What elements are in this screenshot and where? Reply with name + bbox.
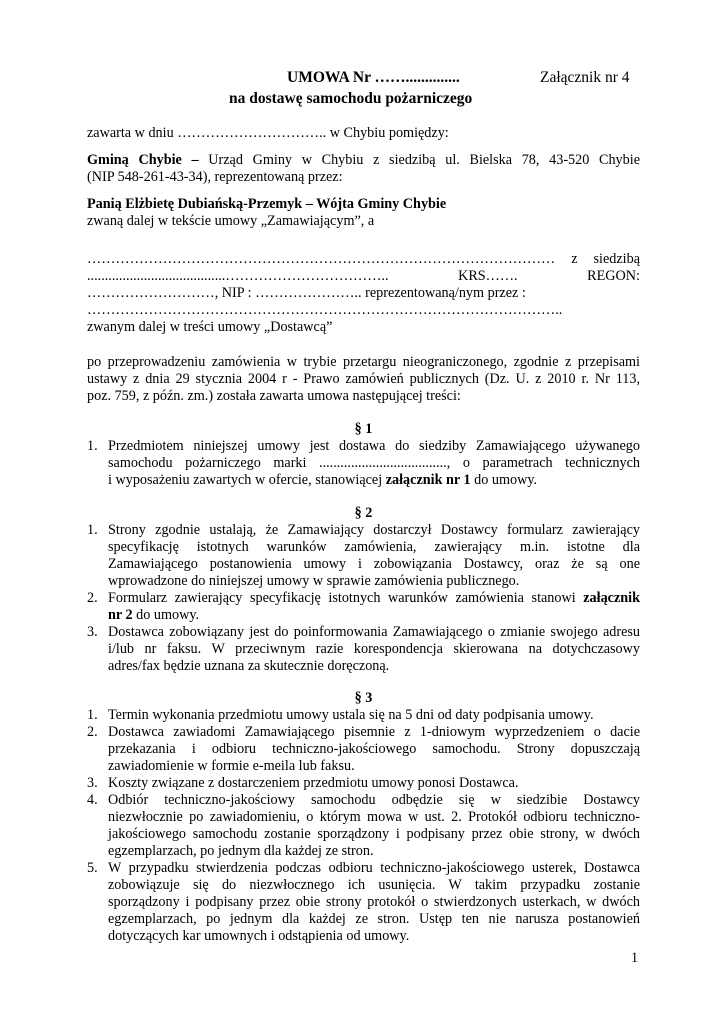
attachment-label: Załącznik nr 4 xyxy=(540,69,630,86)
s3-p4-line4: egzemplarzach, po jednym dla każdej ze stron. xyxy=(108,843,374,859)
contract-subtitle: na dostawę samochodu pożarniczego xyxy=(229,90,473,107)
party1-line1 xyxy=(87,152,640,169)
page-number: 1 xyxy=(631,950,639,966)
attachment-2-number: nr 2 xyxy=(108,607,133,623)
blank-line-4: ……………………………………………………………………………………….. xyxy=(87,302,563,318)
concluded-line: zawarta w dniu ………………………….. w Chybiu pomiędzy: xyxy=(87,125,449,141)
s2-p3-line1: Dostawca zobowiązany jest do poinformowania Zamawiającego o zmianie swojego adresu xyxy=(108,624,640,640)
s2-p1-line3: Zamawiającego postanowienia umowy i zobowiązania Dostawcy, oraz że są one xyxy=(108,556,640,572)
s3-p5-line3: sporządzony i podpisany przez obie strony protokół o stwierdzonych usterkach, w dwóch xyxy=(108,894,640,910)
s1-p1-number: 1. xyxy=(87,438,98,454)
preamble-line-3: poz. 759, z późn. zm.) została zawarta umowa następującej treści: xyxy=(87,388,461,404)
s3-p2-line3: zawiadomienie w formie e-meila lub faksu. xyxy=(108,758,355,774)
s3-p4-number: 4. xyxy=(87,792,98,808)
attachment-2-ref: załącznik xyxy=(583,590,640,606)
section-1-heading: § 1 xyxy=(354,421,373,437)
s2-p3-line2: i/lub nr faksu. W przeciwnym razie korespondencja skierowana na dotychczasowy xyxy=(108,641,640,657)
s2-p1-line4: wprowadzone do niniejszej umowy w sprawie zamówienia publicznego. xyxy=(108,573,520,589)
representative-called: zwaną dalej w tekście umowy „Zamawiającym”, a xyxy=(87,213,375,229)
s2-p2-line1 xyxy=(108,590,640,607)
s1-p1-line1: Przedmiotem niniejszej umowy jest dostawa do siedziby Zamawiającego używanego xyxy=(108,438,640,454)
s3-p5-line2: zobowiązuje się do niezwłocznego ich usunięcia. W takim przypadku zostanie xyxy=(108,877,640,893)
s3-p5-line4: egzemplarzach, po jednym dla każdej ze stron. Ustęp ten nie narusza postanowień xyxy=(108,911,640,927)
s3-p2-line1: Dostawca zawiadomi Zamawiającego pisemnie z 1-dniowym wyprzedzeniem o dacie xyxy=(108,724,640,740)
s3-p1-number: 1. xyxy=(87,707,98,723)
s2-p1-line2: specyfikację istotnych warunków zamówienia, zawierający m.in. istotne dla xyxy=(108,539,640,555)
preamble-line-1: po przeprowadzeniu zamówienia w trybie przetargu nieograniczonego, zgodnie z przepisami xyxy=(87,354,640,370)
party1-line2: (NIP 548-261-43-34), reprezentowaną przez: xyxy=(87,169,343,185)
s3-p2-number: 2. xyxy=(87,724,98,740)
s1-p1-line2: samochodu pożarniczego marki ...................................., o parametrach technicznych xyxy=(108,455,640,471)
s2-p1-line1: Strony zgodnie ustalają, że Zamawiający dostarczył Dostawcy formularz zawierający xyxy=(108,522,640,538)
s2-p3-number: 3. xyxy=(87,624,98,640)
s3-p4-line2: niezwłocznie po zawiadomieniu, o którym mowa w ust. 2. Protokół odbioru techniczno- xyxy=(108,809,640,825)
party1-text: Urząd Gminy w Chybiu z siedzibą ul. Bielska 78, 43-520 Chybie xyxy=(198,152,640,168)
s1-p1-line3-end: do umowy. xyxy=(470,472,538,488)
s3-p1-line1: Termin wykonania przedmiotu umowy ustala się na 5 dni od daty podpisania umowy. xyxy=(108,707,594,723)
s3-p5-line5: dotyczących kar umownych i odstąpienia od umowy. xyxy=(108,928,410,944)
attachment-1-ref: załącznik nr 1 xyxy=(385,472,471,488)
s3-p4-line3: jakościowego samochodu zostanie sporządzony i podpisany przez obie strony, w dwóch xyxy=(108,826,640,842)
s1-p1-line3 xyxy=(108,472,640,489)
s2-p2-line2 xyxy=(108,607,640,624)
representative: Panią Elżbietę Dubiańską-Przemyk – Wójta Gminy Chybie xyxy=(87,196,447,212)
party1-name: Gminą Chybie – xyxy=(87,152,199,168)
s3-p5-number: 5. xyxy=(87,860,98,876)
section-3-heading: § 3 xyxy=(354,690,373,706)
section-2-heading: § 2 xyxy=(354,505,373,521)
s2-p1-number: 1. xyxy=(87,522,98,538)
s1-p1-line3-text: i wyposażeniu zawartych w ofercie, stanowiącej xyxy=(108,472,386,488)
blank-line-3: ………………………, NIP : ………………….. reprezentowaną/nym przez : xyxy=(87,285,526,301)
s3-p4-line1: Odbiór techniczno-jakościowy samochodu odbędzie się w siedzibie Dostawcy xyxy=(108,792,640,808)
s2-p2-number: 2. xyxy=(87,590,98,606)
blank-line-1: ……………………………………………………………………………………… z siedzibą xyxy=(87,251,640,267)
s2-p3-line3: adres/fax będzie uznana za skutecznie doręczoną. xyxy=(108,658,390,674)
s3-p3-number: 3. xyxy=(87,775,98,791)
contractor-called: zwanym dalej w treści umowy „Dostawcą” xyxy=(87,319,333,335)
blank-line-2: .......................................…………………………….. KRS……. REGON: xyxy=(87,268,640,284)
s3-p5-line1: W przypadku stwierdzenia podczas odbioru techniczno-jakościowego usterek, Dostawca xyxy=(108,860,640,876)
s3-p2-line2: przekazania i odbioru techniczno-jakościowego samochodu. Strony dopuszczają xyxy=(108,741,640,757)
s2-p2-line1-text: Formularz zawierający specyfikację istotnych warunków zamówienia stanowi xyxy=(108,590,584,606)
s3-p3-line1: Koszty związane z dostarczeniem przedmiotu umowy ponosi Dostawca. xyxy=(108,775,519,791)
s2-p2-line2-text: do umowy. xyxy=(132,607,200,623)
preamble-line-2: ustawy z dnia 29 stycznia 2004 r - Prawo zamówień publicznych (Dz. U. z 2010 r. Nr 113, xyxy=(87,371,640,387)
contract-title: UMOWA Nr …….............. xyxy=(287,69,460,86)
